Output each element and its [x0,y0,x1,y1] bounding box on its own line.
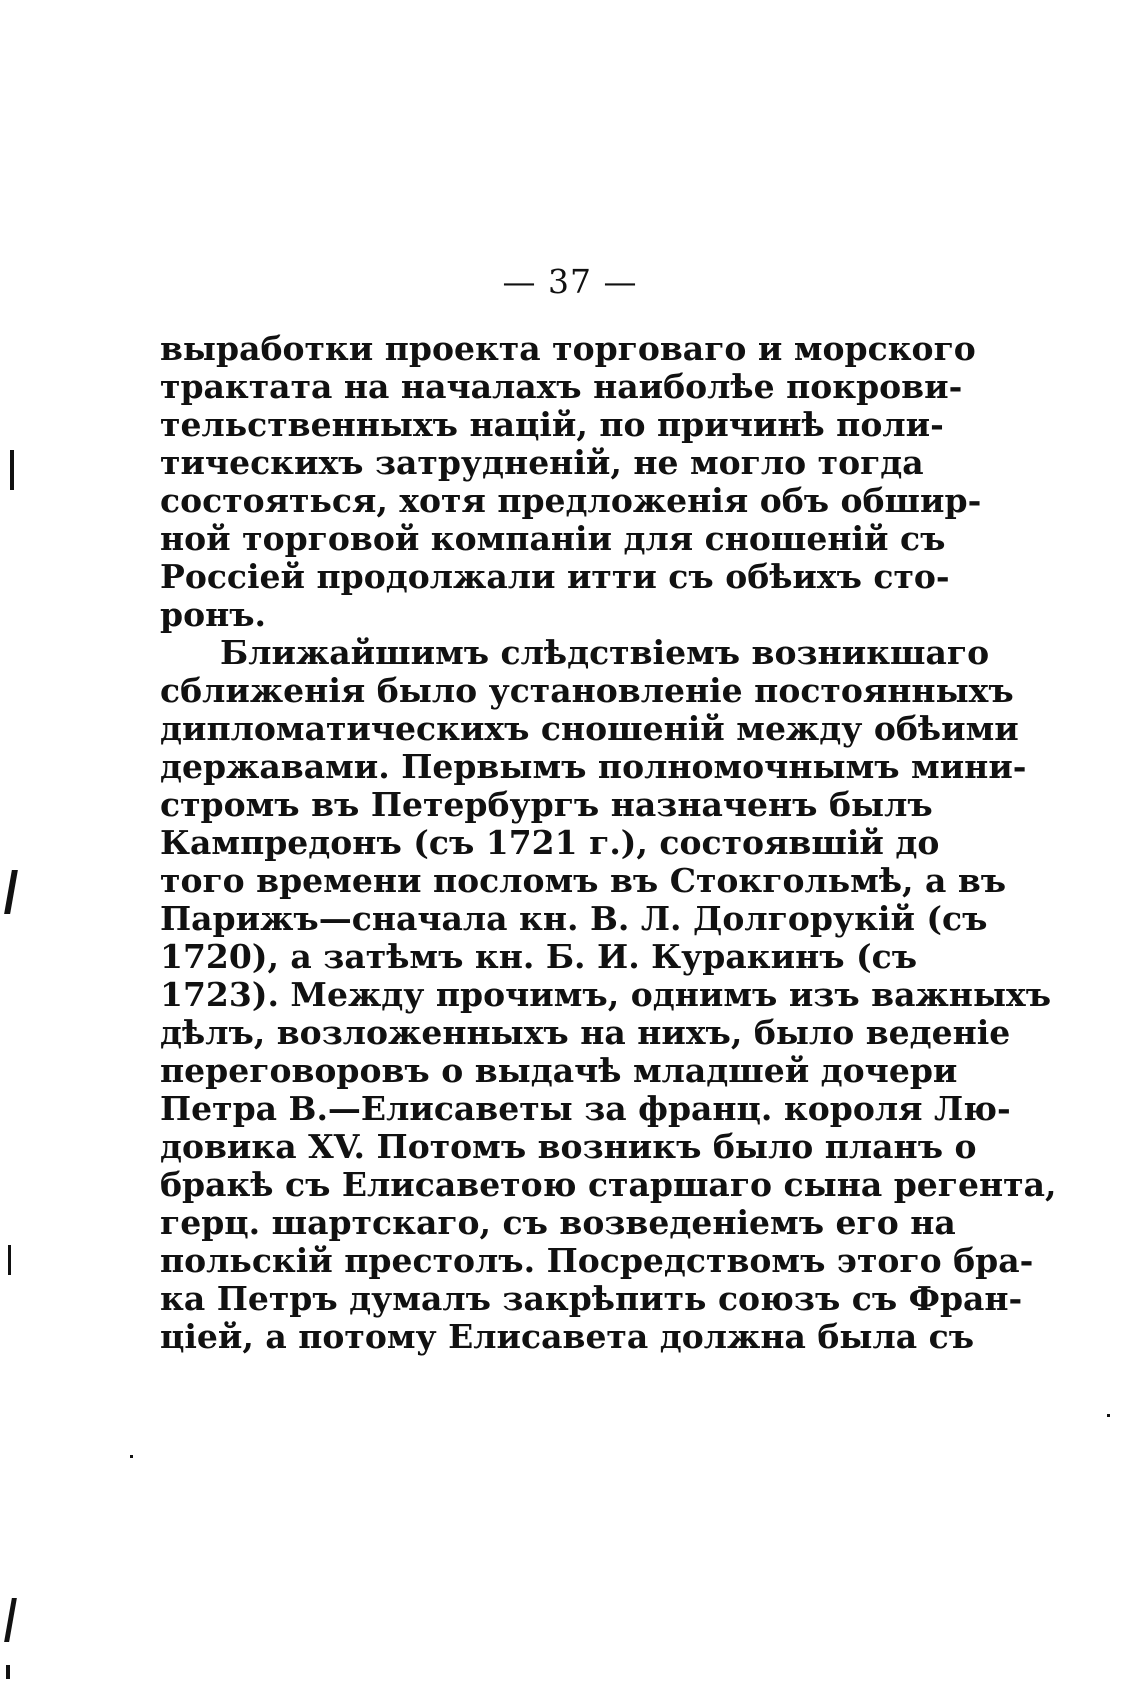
scan-mark [10,450,14,490]
scan-mark [8,1245,11,1275]
text-line: дѣлъ, возложенныхъ на нихъ, было веденіе [160,1013,1011,1052]
text-line: державами. Первымъ полномочнымъ мини- [160,747,1027,786]
text-line: тельственныхъ націй, по причинѣ поли- [160,405,944,444]
page-number: — 37 — [502,262,638,301]
scan-mark [4,1598,17,1642]
text-line: ной торговой компаніи для сношеній съ [160,519,946,558]
text-line: бракѣ съ Елисаветою старшаго сына регента, [160,1165,1057,1204]
text-line: польскій престолъ. Посредствомъ этого бра- [160,1241,1034,1280]
text-line: герц. шартскаго, съ возведеніемъ его на [160,1203,956,1242]
body-text [160,329,1057,1356]
text-line: 1720), а затѣмъ кн. Б. И. Куракинъ (съ [160,937,918,976]
text-line: Петра В.—Елисаветы за франц. короля Лю- [160,1089,1011,1128]
scan-mark [4,870,18,914]
scan-mark [1107,1414,1110,1417]
text-line: Кампредонъ (съ 1721 г.), состоявшій до [160,823,940,862]
text-line: Ближайшимъ слѣдствіемъ возникшаго [220,633,990,672]
text-line: стромъ въ Петербургъ назначенъ былъ [160,785,933,824]
text-line: ціей, а потому Елисавета должна была съ [160,1317,975,1356]
text-line: Россіей продолжали итти съ обѣихъ сто- [160,557,950,596]
text-line: ронъ. [160,595,267,634]
text-line: Парижъ—сначала кн. В. Л. Долгорукій (съ [160,899,988,938]
text-line: дипломатическихъ сношеній между обѣими [160,709,1019,748]
text-line: тическихъ затрудненій, не могло тогда [160,443,924,482]
text-line: довика XV. Потомъ возникъ было планъ о [160,1127,977,1166]
scan-mark [130,1455,133,1458]
text-line: ка Петръ думалъ закрѣпить союзъ съ Фран- [160,1279,1023,1318]
text-line: трактата на началахъ наиболѣе покрови- [160,367,963,406]
text-line: выработки проекта торговаго и морского [160,329,976,368]
text-line: сближенія было установленіе постоянныхъ [160,671,1014,710]
text-line: состояться, хотя предложенія объ обшир- [160,481,982,520]
text-line: переговоровъ о выдачѣ младшей дочери [160,1051,958,1090]
text-line: того времени посломъ въ Стокгольмѣ, а въ [160,861,1007,900]
text-line: 1723). Между прочимъ, однимъ изъ важныхъ [160,975,1052,1014]
scan-mark [6,1665,10,1679]
